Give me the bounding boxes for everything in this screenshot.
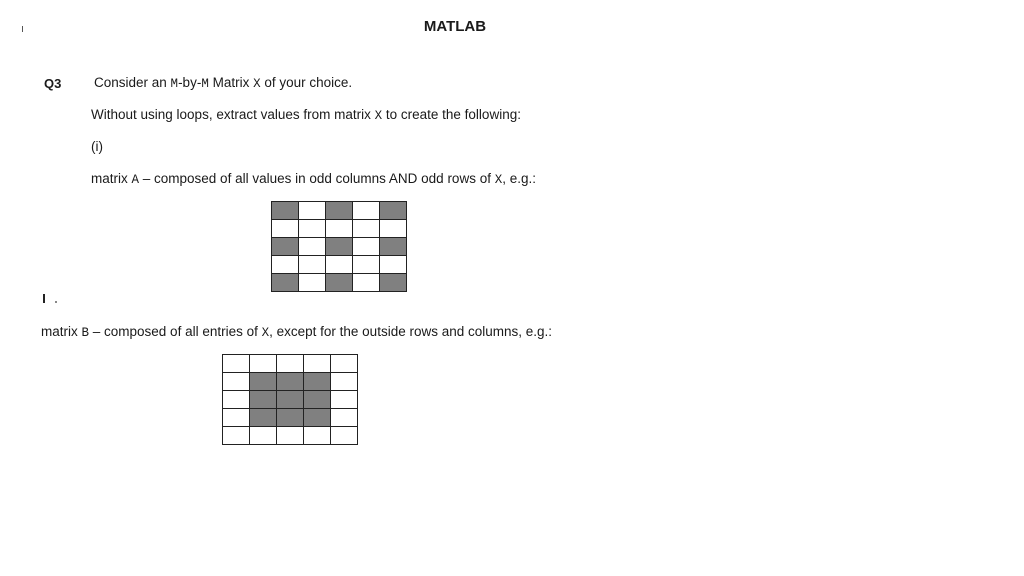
part-b-text-pre: matrix [41, 324, 82, 339]
filled-cell [250, 409, 277, 427]
empty-cell [353, 202, 380, 220]
code-m1: M [170, 77, 179, 91]
empty-cell [272, 220, 299, 238]
empty-cell [299, 274, 326, 292]
empty-cell [353, 274, 380, 292]
empty-cell [331, 409, 358, 427]
filled-cell [326, 274, 353, 292]
matrix-b-diagram [222, 354, 358, 445]
margin-dot [55, 301, 57, 303]
empty-cell [223, 427, 250, 445]
intro-text-mid1: -by- [178, 75, 202, 90]
empty-cell [223, 373, 250, 391]
filled-cell [380, 238, 407, 256]
filled-cell [272, 202, 299, 220]
filled-cell [304, 391, 331, 409]
grid-row [272, 220, 407, 238]
code-x: X [261, 326, 270, 340]
grid-row [272, 256, 407, 274]
part-label: (i) [91, 139, 103, 154]
part-a-text-post: , e.g.: [502, 171, 536, 186]
empty-cell [304, 355, 331, 373]
empty-cell [380, 256, 407, 274]
filled-cell [272, 238, 299, 256]
empty-cell [299, 220, 326, 238]
instruction-text-pre: Without using loops, extract values from matrix [91, 107, 375, 122]
grid-row [223, 427, 358, 445]
grid-row [223, 355, 358, 373]
empty-cell [223, 355, 250, 373]
empty-cell [250, 355, 277, 373]
filled-cell [277, 373, 304, 391]
filled-cell [380, 274, 407, 292]
grid-row [272, 202, 407, 220]
empty-cell [331, 427, 358, 445]
part-b-text-mid: – composed of all entries of [89, 324, 262, 339]
empty-cell [380, 220, 407, 238]
empty-cell [272, 256, 299, 274]
empty-cell [331, 373, 358, 391]
intro-text-mid2: Matrix [208, 75, 254, 90]
filled-cell [304, 373, 331, 391]
filled-cell [277, 409, 304, 427]
question-number: Q3 [44, 76, 62, 91]
filled-cell [250, 391, 277, 409]
empty-cell [331, 355, 358, 373]
empty-cell [326, 220, 353, 238]
code-b: B [81, 326, 90, 340]
margin-mark [43, 294, 45, 303]
grid-row [272, 274, 407, 292]
empty-cell [326, 256, 353, 274]
filled-cell [326, 202, 353, 220]
grid-row [223, 391, 358, 409]
code-x: X [374, 109, 383, 123]
page-title: MATLAB [423, 18, 487, 35]
code-x: X [253, 77, 261, 91]
code-m2: M [201, 77, 209, 91]
grid-row [223, 373, 358, 391]
empty-cell [299, 202, 326, 220]
empty-cell [331, 391, 358, 409]
matrix-a-diagram [271, 201, 407, 292]
code-x: X [494, 173, 503, 187]
grid-row [223, 409, 358, 427]
part-a-text-mid: – composed of all values in odd columns AND odd rows of [139, 171, 495, 186]
empty-cell [223, 391, 250, 409]
filled-cell [250, 373, 277, 391]
filled-cell [277, 391, 304, 409]
filled-cell [272, 274, 299, 292]
empty-cell [304, 427, 331, 445]
instruction-text-post: to create the following: [382, 107, 521, 122]
filled-cell [304, 409, 331, 427]
part-a-text-pre: matrix [91, 171, 132, 186]
instruction-line [91, 107, 521, 123]
intro-line [94, 75, 352, 91]
empty-cell [277, 355, 304, 373]
empty-cell [250, 427, 277, 445]
intro-text-pre: Consider an [94, 75, 171, 90]
part-b-text-post: , except for the outside rows and columns, e.g.: [269, 324, 553, 339]
empty-cell [277, 427, 304, 445]
intro-text-post: of your choice. [260, 75, 353, 90]
empty-cell [353, 220, 380, 238]
part-b-description [41, 324, 552, 340]
filled-cell [326, 238, 353, 256]
filled-cell [380, 202, 407, 220]
grid-row [272, 238, 407, 256]
empty-cell [223, 409, 250, 427]
part-a-description [91, 171, 536, 187]
empty-cell [353, 238, 380, 256]
code-a: A [131, 173, 140, 187]
empty-cell [299, 238, 326, 256]
empty-cell [299, 256, 326, 274]
empty-cell [353, 256, 380, 274]
